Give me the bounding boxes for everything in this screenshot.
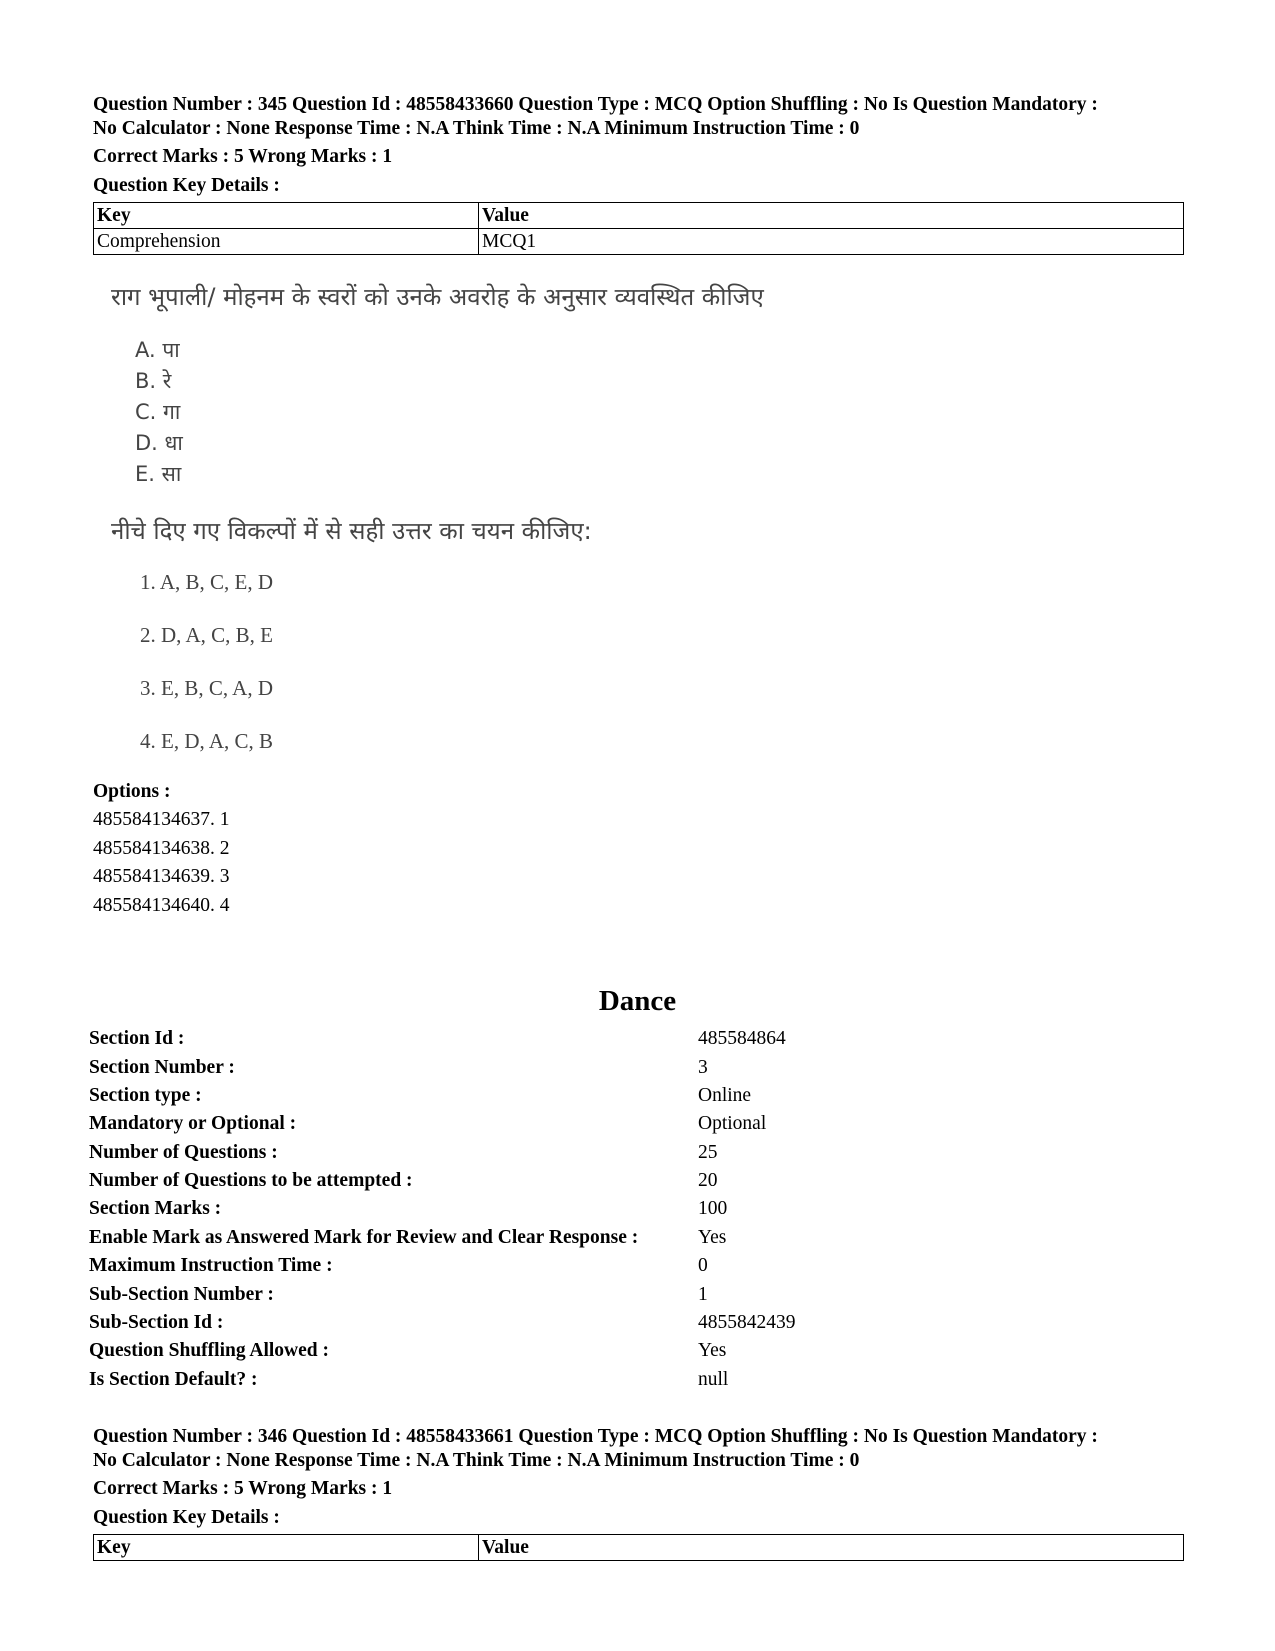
section-default-label: Is Section Default? : [89, 1369, 258, 1390]
statement-a: A. पा [135, 338, 180, 362]
num-attempt-label: Number of Questions to be attempted : [89, 1170, 413, 1191]
q2-marks: Correct Marks : 5 Wrong Marks : 1 [93, 1478, 393, 1499]
option-3: 485584134639. 3 [93, 866, 230, 887]
section-id-label: Section Id : [89, 1028, 185, 1049]
table-header-key: Key [94, 203, 479, 229]
q1-marks: Correct Marks : 5 Wrong Marks : 1 [93, 146, 393, 167]
mandatory-label: Mandatory or Optional : [89, 1113, 297, 1134]
option-4: 485584134640. 4 [93, 895, 230, 916]
max-instruction-label: Maximum Instruction Time : [89, 1255, 333, 1276]
statement-e: E. सा [135, 462, 182, 486]
option-2: 485584134638. 2 [93, 838, 230, 859]
statement-c: C. गा [135, 400, 181, 424]
q1-key-details-label: Question Key Details : [93, 175, 280, 196]
q1-key-table [93, 202, 1184, 255]
table-header-value: Value [479, 203, 1184, 229]
statement-d: D. धा [135, 431, 183, 455]
section-type-value: Online [698, 1085, 752, 1106]
section-type-label: Section type : [89, 1085, 202, 1106]
q1-instruction: नीचे दिए गए विकल्पों में से सही उत्तर का चयन कीजिए: [111, 517, 592, 545]
q1-header-line1: Question Number : 345 Question Id : 48558433660 Question Type : MCQ Option Shuffling : No Is Question Mandatory : [93, 94, 1098, 115]
table-cell-key: Comprehension [94, 229, 479, 255]
choice-4: 4. E, D, A, C, B [140, 729, 274, 753]
subsection-id-label: Sub-Section Id : [89, 1312, 224, 1333]
choice-1: 1. A, B, C, E, D [140, 570, 274, 594]
table-row [94, 229, 1184, 255]
section-default-value: null [698, 1369, 729, 1390]
q1-question-text: राग भूपाली/ मोहनम के स्वरों को उनके अवरोह के अनुसार व्यवस्थित कीजिए [111, 283, 764, 311]
section-title: Dance [598, 985, 677, 1017]
shuffling-value: Yes [698, 1340, 727, 1361]
enable-mark-value: Yes [698, 1227, 727, 1248]
shuffling-label: Question Shuffling Allowed : [89, 1340, 330, 1361]
q2-header-line2: No Calculator : None Response Time : N.A Think Time : N.A Minimum Instruction Time : 0 [93, 1450, 860, 1471]
q2-key-details-label: Question Key Details : [93, 1507, 280, 1528]
section-number-label: Section Number : [89, 1057, 235, 1078]
section-number-value: 3 [698, 1057, 708, 1078]
table-header-key: Key [94, 1535, 479, 1561]
q2-key-table [93, 1534, 1184, 1561]
table-header-value: Value [479, 1535, 1184, 1561]
table-cell-value: MCQ1 [479, 229, 1184, 255]
section-marks-value: 100 [698, 1198, 728, 1219]
mandatory-value: Optional [698, 1113, 767, 1134]
subsection-number-label: Sub-Section Number : [89, 1284, 274, 1305]
table-header-row [94, 203, 1184, 229]
q2-header-line1: Question Number : 346 Question Id : 48558433661 Question Type : MCQ Option Shuffling : No Is Question Mandatory : [93, 1426, 1098, 1447]
option-1: 485584134637. 1 [93, 809, 230, 830]
choice-3: 3. E, B, C, A, D [140, 676, 274, 700]
num-questions-value: 25 [698, 1142, 718, 1163]
q1-header-line2: No Calculator : None Response Time : N.A Think Time : N.A Minimum Instruction Time : 0 [93, 118, 860, 139]
q1-options-label: Options : [93, 781, 171, 802]
statement-b: B. रे [135, 369, 172, 393]
max-instruction-value: 0 [698, 1255, 708, 1276]
section-id-value: 485584864 [698, 1028, 786, 1049]
enable-mark-label: Enable Mark as Answered Mark for Review and Clear Response : [89, 1227, 639, 1248]
subsection-id-value: 4855842439 [698, 1312, 796, 1333]
subsection-number-value: 1 [698, 1284, 708, 1305]
section-marks-label: Section Marks : [89, 1198, 222, 1219]
num-attempt-value: 20 [698, 1170, 718, 1191]
num-questions-label: Number of Questions : [89, 1142, 278, 1163]
choice-2: 2. D, A, C, B, E [140, 623, 274, 647]
table-header-row [94, 1535, 1184, 1561]
